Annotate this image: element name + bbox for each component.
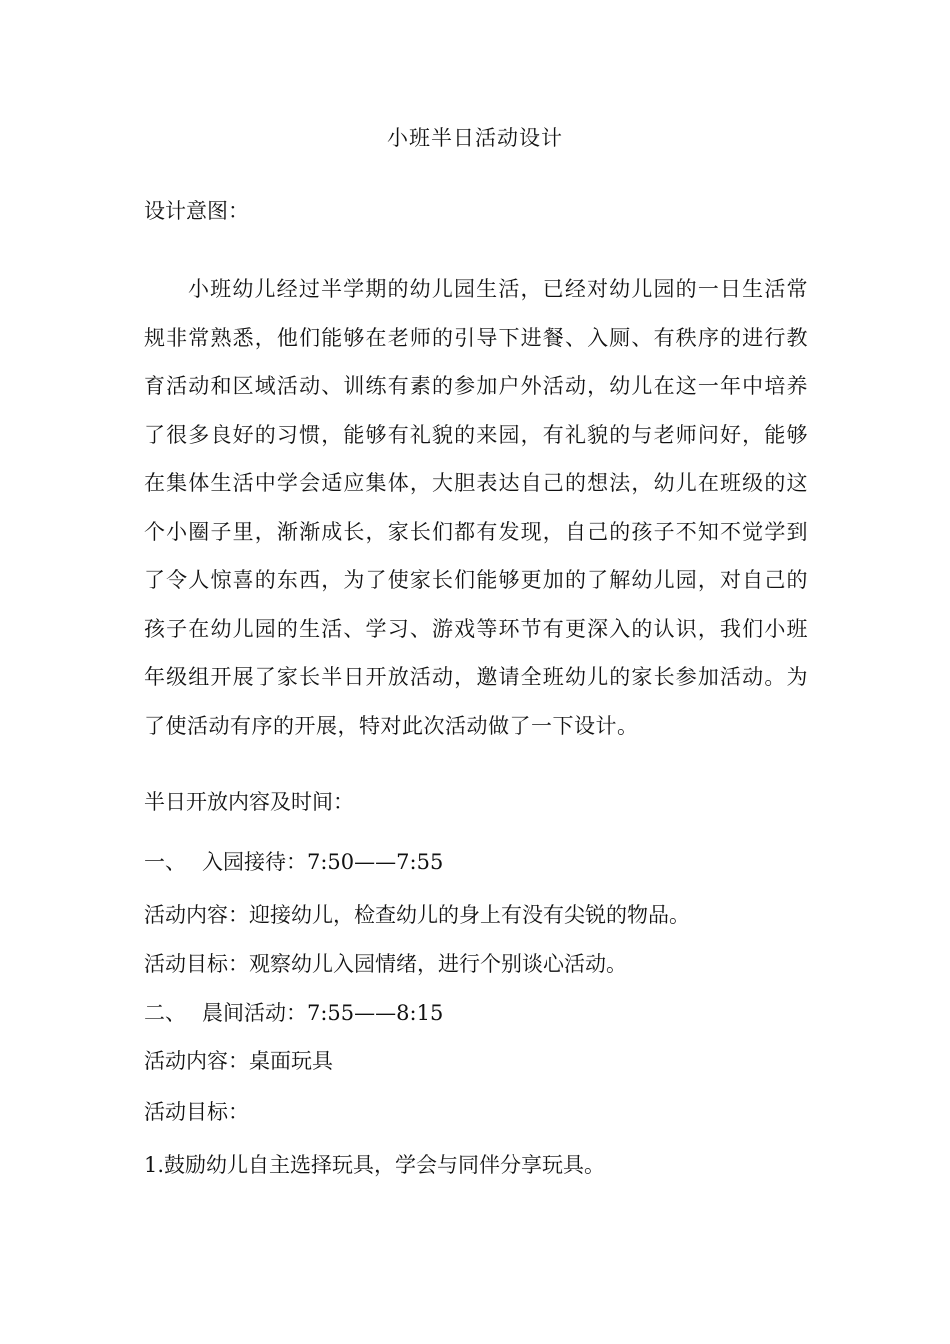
schedule-label: 半日开放内容及时间： [144, 790, 354, 814]
section-2-heading-row [144, 997, 443, 1029]
section-1-number: 一、 [144, 850, 186, 874]
section-2-goal-item-1: 1.鼓励幼儿自主选择玩具，学会与同伴分享玩具。 [144, 1153, 606, 1177]
section-1-heading-row [144, 846, 443, 878]
section-2-heading: 晨间活动：7:55——8:15 [202, 1001, 444, 1025]
section-2-content: 活动内容：桌面玩具 [144, 1049, 333, 1073]
design-intent-label: 设计意图： [144, 199, 249, 223]
design-intent-paragraph: 小班幼儿经过半学期的幼儿园生活，已经对幼儿园的一日生活常规非常熟悉，他们能够在老师的引导下进餐、入厕、有秩序的进行教育活动和区域活动、训练有素的参加户外活动，幼儿在这一年中培养了很多良好的习惯，能够有礼貌的来园，有礼貌的与老师问好，能够在集体生活中学会适应集体，大胆表达自己的想法，幼儿在班级的这个小圈子里，渐渐成长，家长们都有发现，自己的孩子不知不觉学到了令人惊喜的东西，为了使家长们能够更加的了解幼儿园，对自己的孩子在幼儿园的生活、学习、游戏等环节有更深入的认识，我们小班年级组开展了家长半日开放活动，邀请全班幼儿的家长参加活动。为了使活动有序的开展，特对此次活动做了一下设计。 [144, 277, 808, 738]
section-1-heading: 入园接待：7:50——7:55 [202, 850, 444, 874]
section-1-goal: 活动目标：观察幼儿入园情绪，进行个别谈心活动。 [144, 952, 627, 976]
section-2-goal-label: 活动目标： [144, 1100, 249, 1124]
section-2-number: 二、 [144, 1001, 186, 1025]
section-1-content: 活动内容：迎接幼儿，检查幼儿的身上有没有尖锐的物品。 [144, 903, 690, 927]
document-title: 小班半日活动设计 [387, 126, 563, 150]
